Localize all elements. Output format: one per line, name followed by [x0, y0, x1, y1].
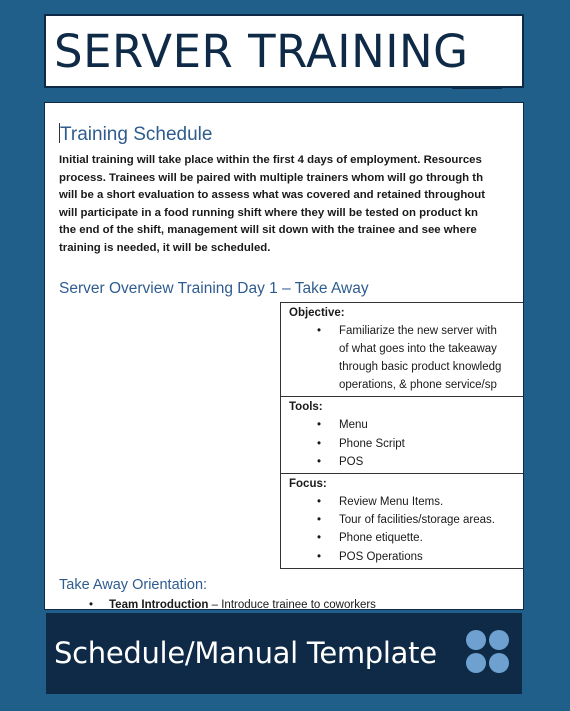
focus-item: • Review Menu Items.: [311, 493, 524, 511]
orientation-title: Take Away Orientation:: [59, 576, 208, 593]
logo-dot: [489, 653, 509, 673]
objective-row: [281, 303, 524, 398]
tools-label: Tools:: [289, 401, 323, 414]
bottom-banner: [44, 611, 524, 696]
training-table: [280, 302, 524, 569]
focus-label: Focus:: [289, 477, 327, 490]
tools-list: [289, 416, 524, 471]
orientation-item: [59, 597, 524, 610]
focus-item: • Phone etiquette.: [311, 529, 524, 547]
intro-paragraph: [59, 152, 524, 258]
page-title: SERVER TRAINING: [54, 25, 469, 78]
objective-list: [289, 322, 524, 395]
logo-dot: [466, 630, 486, 650]
orientation-item-text: – Introduce trainee to coworkers: [208, 598, 376, 610]
logo-dot: [466, 653, 486, 673]
objective-line-text: operations, & phone service/sp: [339, 379, 497, 392]
document-heading: [59, 123, 524, 146]
focus-item: • Tour of facilities/storage areas.: [311, 511, 524, 529]
orientation-item-bold: Team Introduction: [109, 598, 209, 610]
focus-row: [281, 474, 524, 568]
focus-list: [289, 493, 524, 566]
focus-item: • POS Operations: [311, 548, 524, 566]
intro-line: the end of the shift, management will sit down with the trainee and see where: [59, 224, 477, 237]
document-preview: [44, 102, 524, 610]
tools-row: [281, 397, 524, 474]
orientation-list: [59, 597, 524, 610]
objective-line-text: through basic product knowledg: [339, 360, 502, 373]
intro-line: will participate in a food running shift where they will be tested on product kn: [59, 206, 478, 219]
objective-line: [311, 358, 524, 376]
intro-line: Initial training will take place within the first 4 days of employment. Resources: [59, 154, 482, 166]
intro-line: training is needed, it will be scheduled.: [59, 241, 271, 254]
logo-dot: [489, 630, 509, 650]
intro-line: process. Trainees will be paired with multiple trainers whom will go through th: [59, 171, 484, 184]
tools-item: • Phone Script: [311, 435, 524, 453]
objective-line-text: of what goes into the takeaway: [339, 342, 497, 355]
objective-line: [311, 376, 524, 394]
objective-line: [311, 340, 524, 358]
tools-item: • Menu: [311, 416, 524, 434]
tools-item: • POS: [311, 453, 524, 471]
four-dots-logo-icon: [466, 630, 510, 674]
intro-line: will be a short evaluation to assess what was covered and retained throughout: [59, 189, 485, 202]
document-content: [59, 123, 524, 610]
banner-text: Schedule/Manual Template: [54, 636, 437, 670]
heading-text: Training Schedule: [60, 124, 213, 145]
objective-line: • Familiarize the new server with: [311, 322, 524, 340]
title-box: [44, 14, 524, 88]
objective-label: Objective:: [289, 306, 345, 319]
title-underline: [452, 86, 502, 89]
section-title: Server Overview Training Day 1 – Take Away: [59, 279, 369, 297]
